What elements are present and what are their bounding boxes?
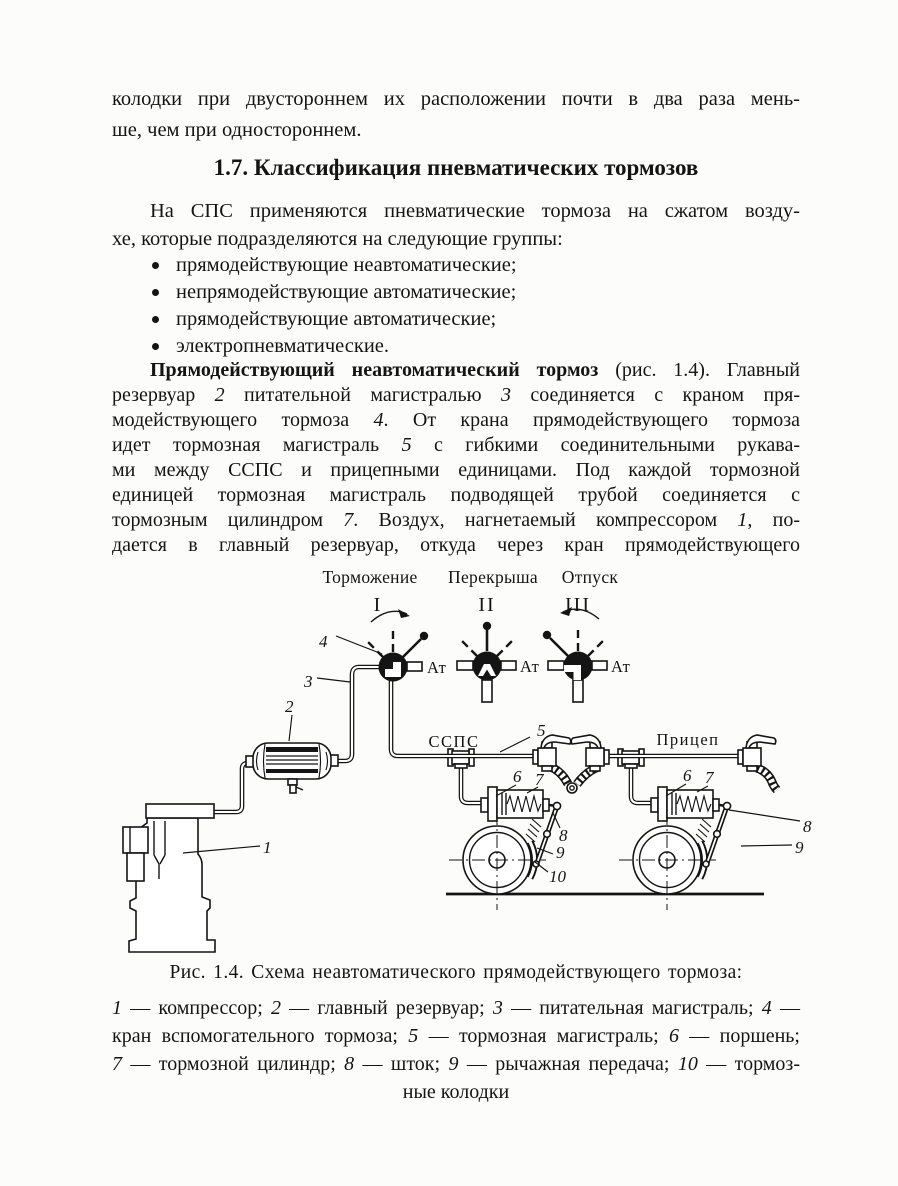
num-label-9: 9 [556, 843, 565, 862]
num-label-9: 9 [795, 838, 804, 857]
paragraph-description [112, 358, 800, 558]
main-reservoir [246, 743, 338, 793]
figure-1-4-diagram [100, 565, 840, 965]
text-line: модействующего тормоза 4. От крана прямодействующего тормоза [112, 409, 800, 431]
figure-legend [112, 994, 800, 1106]
cock-handle [571, 735, 601, 748]
paragraph-intro [112, 84, 800, 146]
bullet-text: непрямодействующие автоматические; [176, 281, 517, 303]
valve-handle [550, 638, 568, 656]
text-line: колодки при двустороннем их расположении почти в два раза мень- [112, 88, 800, 110]
text-line: хе, которые подразделяются на следующие группы: [112, 228, 563, 250]
roman-numeral-2: II [478, 594, 496, 616]
bullet-dot-icon [152, 262, 159, 269]
bullet-text: прямодействующие автоматические; [176, 308, 497, 330]
section-heading: 1.7. Классификация пневматических тормозов [213, 155, 699, 180]
num-label-2: 2 [285, 697, 294, 716]
brake-valve-position-1 [366, 609, 428, 682]
position-label-release: Отпуск [561, 567, 619, 587]
drain-cock [288, 779, 297, 785]
bullet-text: прямодействующие неавтоматические; [176, 254, 517, 276]
text-line: ми между ССПС и прицепными единицами. Под каждой тормозной [112, 459, 800, 481]
num-label-6: 6 [513, 767, 522, 786]
compressor [123, 804, 215, 952]
position-label-braking: Торможение [322, 567, 418, 587]
roman-numeral-3: III [565, 594, 591, 616]
num-label-7: 7 [535, 770, 544, 789]
bullet-dot-icon [152, 289, 159, 296]
bullet-item [112, 333, 800, 360]
text-line: идет тормозная магистраль 5 с гибкими соединительными рукава- [112, 434, 800, 456]
end-cock [538, 748, 556, 766]
num-label-6: 6 [683, 766, 692, 785]
bullet-list [112, 252, 800, 360]
text-line: единицей тормозная магистраль подводящей трубой соединяется с [112, 484, 800, 506]
num-label-4: 4 [319, 632, 328, 651]
unit-label-pricep: Прицеп [656, 730, 720, 749]
bullet-dot-icon [152, 316, 159, 323]
text-line: На СПС применяются пневматические тормоза на сжатом возду- [150, 200, 800, 222]
hoses-and-cocks [533, 735, 777, 793]
position-label-lap: Перекрыша [448, 567, 538, 587]
atmosphere-label: Ат [427, 658, 447, 677]
brake-valve-position-3 [543, 607, 607, 702]
num-label-1: 1 [263, 838, 272, 857]
end-cock [586, 748, 604, 766]
brake-unit-pricep [618, 749, 731, 910]
brake-unit-sspc [448, 749, 561, 910]
text-line: 7 — тормозной цилиндр; 8 — шток; 9 — рычажная передача; 10 — тормоз- [112, 1053, 800, 1075]
bullet-dot-icon [152, 343, 159, 350]
text-line: 1 — компрессор; 2 — главный резервуар; 3 — питательная магистраль; 4 — [112, 997, 800, 1019]
num-label-10: 10 [549, 867, 566, 886]
num-label-8: 8 [803, 817, 812, 836]
cock-handle [746, 735, 776, 748]
text-line: Прямодействующий неавтоматический тормоз (рис. 1.4). Главный [150, 359, 800, 381]
figure-caption: Рис. 1.4. Схема неавтоматического прямодействующего тормоза: [169, 962, 743, 983]
text-line: ше, чем при одностороннем. [112, 119, 362, 141]
num-label-3: 3 [304, 672, 313, 691]
text-line: кран вспомогательного тормоза; 5 — тормозная магистраль; 6 — поршень; [112, 1025, 800, 1047]
num-label-8: 8 [559, 826, 568, 845]
roman-numeral-1: I [373, 594, 383, 616]
num-label-5: 5 [537, 721, 546, 740]
text-line: ные колодки [402, 1081, 510, 1103]
valve-handle [403, 639, 421, 657]
paragraph-groups [112, 197, 800, 253]
text-line: резервуар 2 питательной магистралью 3 соединяется с краном пря- [112, 384, 801, 406]
atmosphere-label: Ат [611, 657, 631, 676]
unit-label-sspc: ССПС [428, 732, 480, 751]
hose-coupling [567, 783, 577, 793]
atmosphere-label: Ат [520, 657, 540, 676]
bullet-item [112, 252, 800, 279]
bullet-item [112, 306, 800, 333]
num-label-7: 7 [705, 768, 714, 787]
bullet-text: электропневматические. [176, 335, 390, 357]
bullet-item [112, 279, 800, 306]
brake-valve-position-2 [457, 622, 516, 702]
text-line: дается в главный резервуар, откуда через кран прямодействующего [112, 534, 800, 556]
text-line: тормозным цилиндром 7. Воздух, нагнетаемый компрессором 1, по- [112, 509, 800, 531]
end-cock [743, 748, 761, 766]
